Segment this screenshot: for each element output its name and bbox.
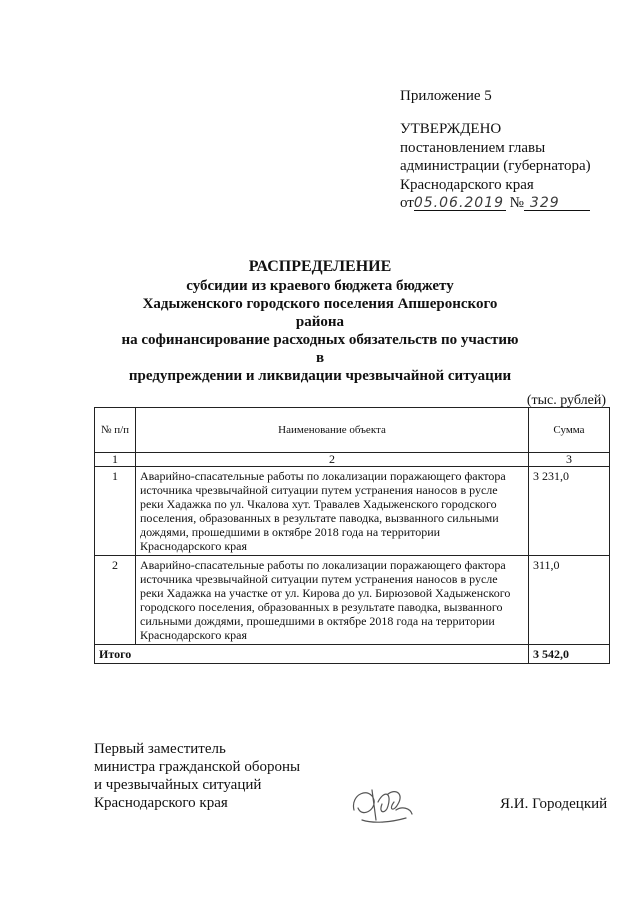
index-cell: 3 [529, 453, 610, 467]
row-name: Аварийно-спасательные работы по локализации поражающего фактора источника чрезвычайной ситуации путем устранения наносов в русле реки Хадажка по ул. Чкалова хут. Травалев Хадыженского городского поселения, образованных в результате паводка, вызванного сильными дождями, прошедшими в октябре 2018 года на территории Краснодарского края [136, 467, 529, 556]
approval-title: УТВЕРЖДЕНО [400, 121, 502, 137]
signatory-position [94, 740, 300, 812]
number-field [524, 196, 590, 211]
approval-line: постановлением главы [400, 139, 546, 156]
appendix-label: Приложение 5 [400, 88, 492, 104]
row-name: Аварийно-спасательные работы по локализации поражающего фактора источника чрезвычайной ситуации путем устранения наносов в русле реки Хадажка на участке от ул. Кирова до ул. Бирюзовой Хадыженского городского поселения, образованных в результате паводка, вызванного сильными дождями, прошедшими в октябре 2018 года на территории Краснодарского края [136, 556, 529, 645]
number-prefix: № [509, 195, 524, 211]
position-line: Краснодарского края [94, 795, 228, 811]
row-num: 1 [95, 467, 136, 556]
header-name: Наименование объекта [136, 408, 529, 453]
table-total-row [95, 645, 610, 664]
position-line: Первый заместитель [94, 741, 226, 757]
row-sum: 3 231,0 [529, 467, 610, 556]
title-heading: РАСПРЕДЕЛЕНИЕ [248, 258, 392, 275]
approval-line: администрации (губернатора) [400, 158, 591, 174]
row-num: 2 [95, 556, 136, 645]
header-num: № п/п [95, 408, 136, 453]
handwritten-signature [348, 780, 418, 830]
index-cell: 2 [136, 453, 529, 467]
title-line: предупреждении и ликвидации чрезвычайной ситуации [128, 368, 512, 384]
row-sum: 311,0 [529, 556, 610, 645]
signatory-name: Я.И. Городецкий [500, 796, 608, 812]
title-line: Хадыженского городского поселения Апшеронского района [142, 296, 498, 330]
index-cell: 1 [95, 453, 136, 467]
date-value: 05.06.2019 [413, 195, 505, 211]
total-sum: 3 542,0 [529, 645, 610, 664]
title-line: субсидии из краевого бюджета бюджету [186, 278, 454, 294]
header-sum: Сумма [529, 408, 610, 453]
approval-block [400, 120, 591, 213]
title-line: на софинансирование расходных обязательств по участию в [121, 332, 519, 366]
units-note: (тыс. рублей) [526, 393, 606, 408]
approval-line: Краснодарского края [400, 176, 534, 193]
position-line: и чрезвычайных ситуаций [94, 777, 262, 793]
document-title [120, 258, 520, 385]
number-value: 329 [529, 195, 560, 211]
total-label: Итого [95, 645, 529, 664]
distribution-table [94, 407, 610, 664]
date-prefix: от [400, 195, 414, 211]
table-header-row [95, 408, 610, 453]
table-index-row [95, 453, 610, 467]
position-line: министра гражданской обороны [94, 759, 301, 775]
table-row [95, 556, 610, 645]
table-row [95, 467, 610, 556]
date-field [414, 196, 506, 211]
approval-date-line [400, 194, 591, 213]
